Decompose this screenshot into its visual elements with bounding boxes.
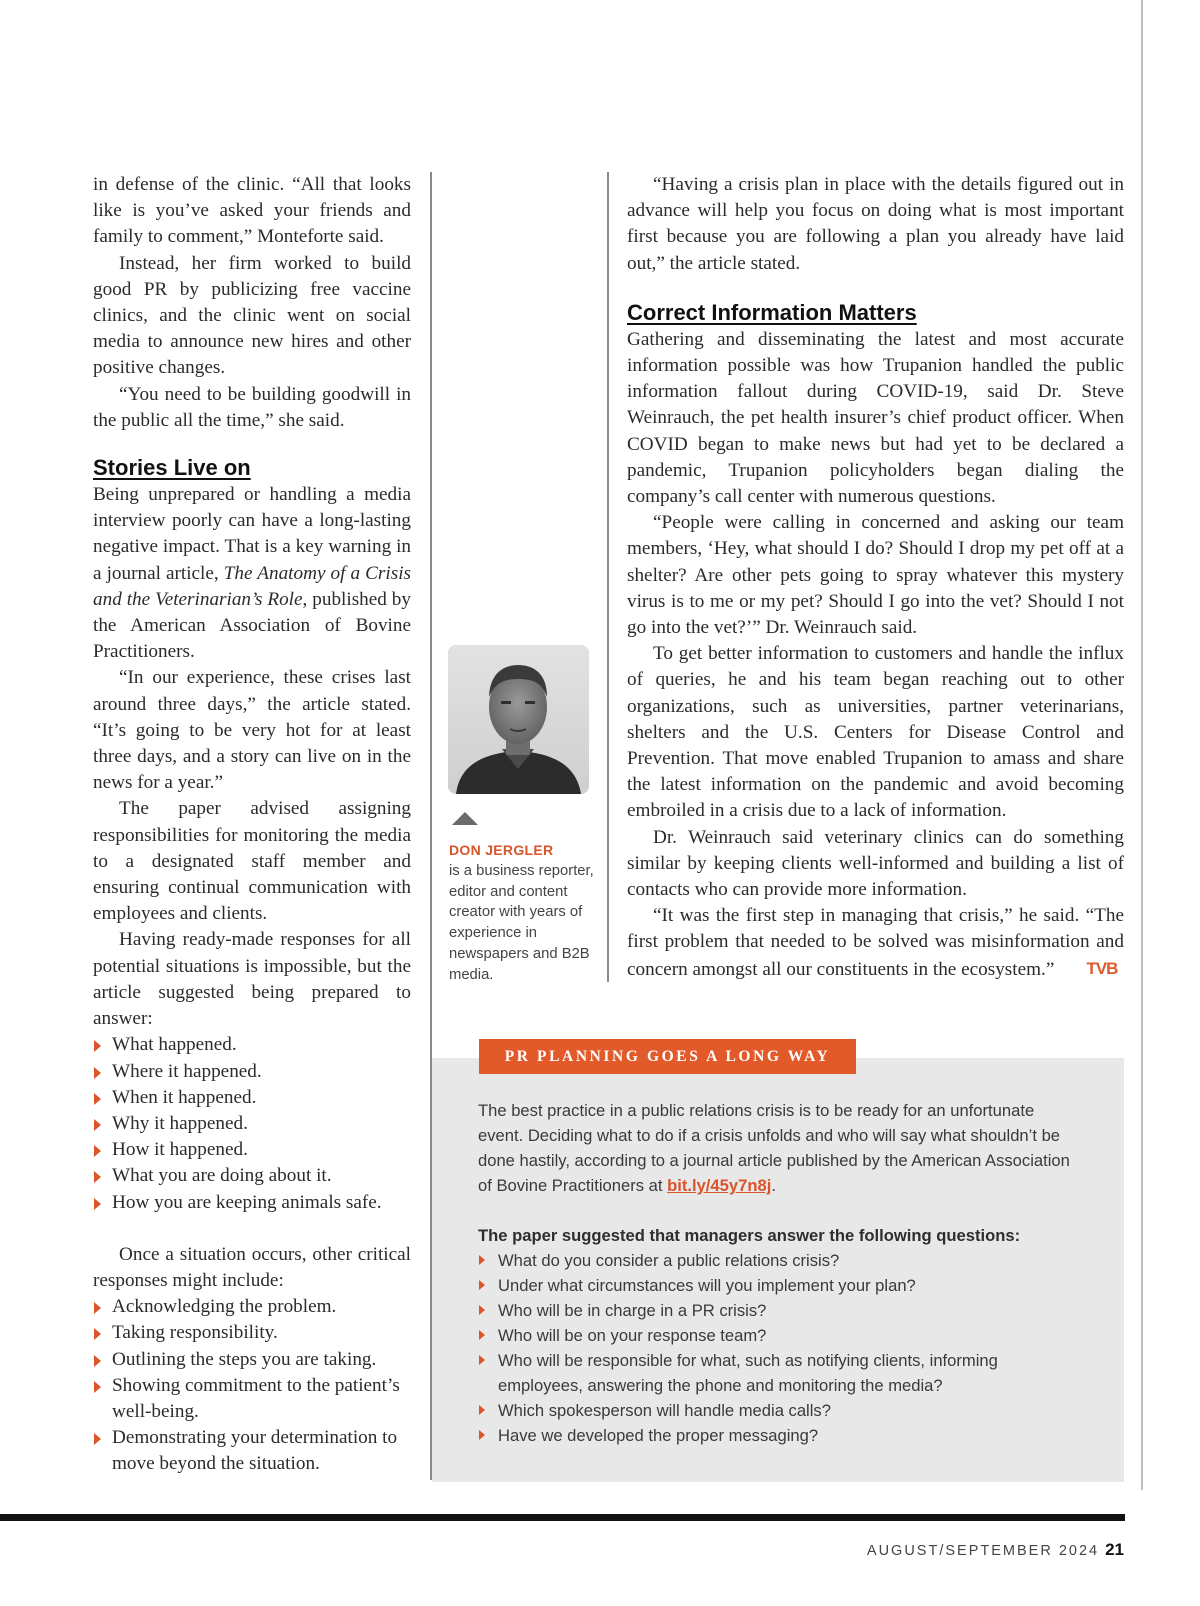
list-item [93, 1190, 411, 1216]
list-item [93, 1085, 411, 1111]
bullet-triangle-icon [479, 1280, 485, 1290]
sidebar-body [478, 1098, 1078, 1448]
article-title: The Anatomy of a Crisis and the Veterinarian’s Role [93, 562, 411, 610]
bullet-triangle-icon [479, 1430, 485, 1440]
end-of-article-logo: TVB [1086, 958, 1118, 978]
paragraph-text: , published by the American Association of Bovine Practitioners. [93, 588, 411, 663]
right-paragraph: To get better information to customers and handle the influx of queries, he and his team began reaching out to other organizations, such as universities, partner veterinarians, shelters and the U.S. Centers for Disease Control and Prevention. That move enabled Trupanion to amass and share the latest information on the pandemic and avoid becoming embroiled in a crisis due to a lack of information. [627, 643, 1124, 822]
list-item [478, 1248, 1078, 1273]
sidebar-title: PR PLANNING GOES A LONG WAY [479, 1039, 856, 1074]
bullet-triangle-icon [479, 1405, 485, 1415]
list-item-text: Under what circumstances will you implement your plan? [498, 1276, 916, 1295]
list-item [93, 1425, 411, 1477]
list-item [478, 1298, 1078, 1323]
list-item-text: Outlining the steps you are taking. [112, 1348, 377, 1370]
list-item-text: How it happened. [112, 1139, 248, 1161]
right-column [627, 172, 1124, 983]
paragraph-text: “It was the first step in managing that crisis,” he said. “The first problem that needed to be solved was misinformation and concern amongst all our constituents in the ecosystem.” [627, 905, 1124, 980]
bullet-triangle-icon [479, 1355, 485, 1365]
left-paragraph: Once a situation occurs, other critical responses might include: [93, 1243, 411, 1291]
list-item-text: Who will be in charge in a PR crisis? [498, 1301, 767, 1320]
bullet-triangle-icon [479, 1305, 485, 1315]
list-item-text: Who will be on your response team? [498, 1326, 767, 1345]
page-edge-line [1141, 0, 1143, 1490]
left-paragraph [93, 482, 411, 665]
right-paragraph: Gathering and disseminating the latest and most accurate information possible was how Trupanion handled the public information fallout during COVID-19, said Dr. Steve Weinrauch, the pet health insurer’s chief product officer. When COVID began to make news but had yet to be declared a pandemic, Trupanion policyholders began dialing the company’s call center with numerous questions. [627, 328, 1124, 508]
bullet-triangle-icon [94, 1145, 101, 1157]
caret-up-icon [452, 812, 478, 825]
list-item [478, 1348, 1078, 1398]
left-paragraph: The paper advised assigning responsibilities for monitoring the media to a designated staff member and ensuring continual communication with employees and clients. [93, 798, 411, 925]
sidebar-question-heading: The paper suggested that managers answer the following questions: [478, 1226, 1021, 1245]
list-item [93, 1137, 411, 1163]
sidebar-question-list [478, 1248, 1078, 1448]
footer-rule [0, 1514, 1125, 1521]
author-portrait-image [448, 645, 589, 794]
left-paragraph: in defense of the clinic. “All that looks like is you’ve asked your friends and family to comment,” Monteforte said. [93, 174, 411, 248]
author-name: DON JERGLER [449, 842, 554, 858]
bullet-triangle-icon [94, 1067, 101, 1079]
right-paragraph: Dr. Weinrauch said veterinary clinics can do something similar by keeping clients well-informed and building a list of contacts who can provide more information. [627, 826, 1124, 901]
list-item [93, 1373, 411, 1425]
list-item-text: Who will be responsible for what, such as notifying clients, informing employees, answering the phone and monitoring the media? [498, 1351, 998, 1395]
answer-list [93, 1032, 411, 1215]
list-item [478, 1423, 1078, 1448]
bullet-triangle-icon [94, 1328, 101, 1340]
bullet-triangle-icon [94, 1302, 101, 1314]
bullet-triangle-icon [479, 1330, 485, 1340]
author-photo [448, 645, 589, 794]
list-item [478, 1273, 1078, 1298]
left-paragraph: “You need to be building goodwill in the public all the time,” she said. [93, 383, 411, 431]
bullet-triangle-icon [94, 1093, 101, 1105]
right-paragraph [627, 903, 1124, 983]
list-item [93, 1347, 411, 1373]
section-heading-stories-live-on: Stories Live on [93, 455, 251, 481]
bullet-triangle-icon [94, 1355, 101, 1367]
list-item [93, 1320, 411, 1346]
paragraph-text: Being unprepared or handling a media interview poorly can have a long-lasting negative impact. That is a key warning in a journal article, [93, 484, 411, 584]
list-item-text: Showing commitment to the patient’s well-being. [112, 1374, 400, 1422]
list-item [93, 1294, 411, 1320]
bullet-triangle-icon [94, 1198, 101, 1210]
list-item-text: Where it happened. [112, 1060, 262, 1082]
left-column [93, 172, 411, 1478]
author-description: is a business reporter, editor and content creator with years of experience in newspapers and B2B media. [449, 862, 594, 983]
sidebar-intro-text: The best practice in a public relations crisis is to be ready for an unfortunate event. Deciding what to do if a crisis unfolds and who will say what shouldn’t be done hastily, according to a journal article published by the American Association of Bovine Practitioners at [478, 1101, 1070, 1195]
list-item-text: What you are doing about it. [112, 1165, 332, 1187]
list-item [478, 1398, 1078, 1423]
list-item-text: How you are keeping animals safe. [112, 1191, 382, 1213]
list-item-text: When it happened. [112, 1086, 257, 1108]
page-number: 21 [1105, 1540, 1124, 1559]
left-paragraph: Instead, her firm worked to build good PR by publicizing free vaccine clinics, and the clinic went on social media to announce new hires and other positive changes. [93, 252, 411, 379]
sidebar-intro-text: . [771, 1176, 776, 1195]
bullet-triangle-icon [94, 1171, 101, 1183]
list-item-text: Taking responsibility. [112, 1322, 278, 1344]
list-item-text: Which spokesperson will handle media calls? [498, 1401, 831, 1420]
list-item-text: Why it happened. [112, 1112, 248, 1134]
response-list [93, 1294, 411, 1477]
author-bio [449, 840, 599, 986]
list-item [93, 1032, 411, 1058]
left-paragraph: “In our experience, these crises last around three days,” the article stated. “It’s going to be very hot for at least three days, and a story can live on in the news for a year.” [93, 667, 411, 794]
bullet-triangle-icon [94, 1040, 101, 1052]
list-item-text: Demonstrating your determination to move beyond the situation. [112, 1427, 398, 1475]
right-paragraph: “People were calling in concerned and asking our team members, ‘Hey, what should I do? Should I drop my pet off at a shelter? Are other pets going to spray whatever this mystery virus is to me or my pet? Should I go into the vet? Should I not go into the vet?’” Dr. Weinrauch said. [627, 512, 1124, 639]
bullet-triangle-icon [94, 1381, 101, 1393]
article-link[interactable]: bit.ly/45y7n8j [667, 1176, 772, 1195]
list-item [93, 1059, 411, 1085]
list-item [93, 1111, 411, 1137]
right-paragraph: “Having a crisis plan in place with the details figured out in advance will help you focus on doing what is most important first because you are following a plan you already have laid out,” the article stated. [627, 174, 1124, 274]
list-item-text: Acknowledging the problem. [112, 1296, 337, 1318]
section-heading-correct-information: Correct Information Matters [627, 299, 917, 325]
list-item-text: What happened. [112, 1034, 237, 1056]
list-item [478, 1323, 1078, 1348]
page-footer [867, 1540, 1124, 1560]
sidebar-intro [478, 1098, 1078, 1198]
bullet-triangle-icon [94, 1119, 101, 1131]
issue-date: AUGUST/SEPTEMBER 2024 [866, 1543, 1100, 1559]
column-divider-right [607, 172, 609, 982]
bullet-triangle-icon [479, 1255, 485, 1265]
left-paragraph: Having ready-made responses for all potential situations is impossible, but the article suggested being prepared to answer: [93, 929, 411, 1030]
list-item-text: Have we developed the proper messaging? [498, 1426, 819, 1445]
bullet-triangle-icon [94, 1433, 101, 1445]
list-item-text: What do you consider a public relations crisis? [498, 1251, 840, 1270]
list-item [93, 1163, 411, 1189]
